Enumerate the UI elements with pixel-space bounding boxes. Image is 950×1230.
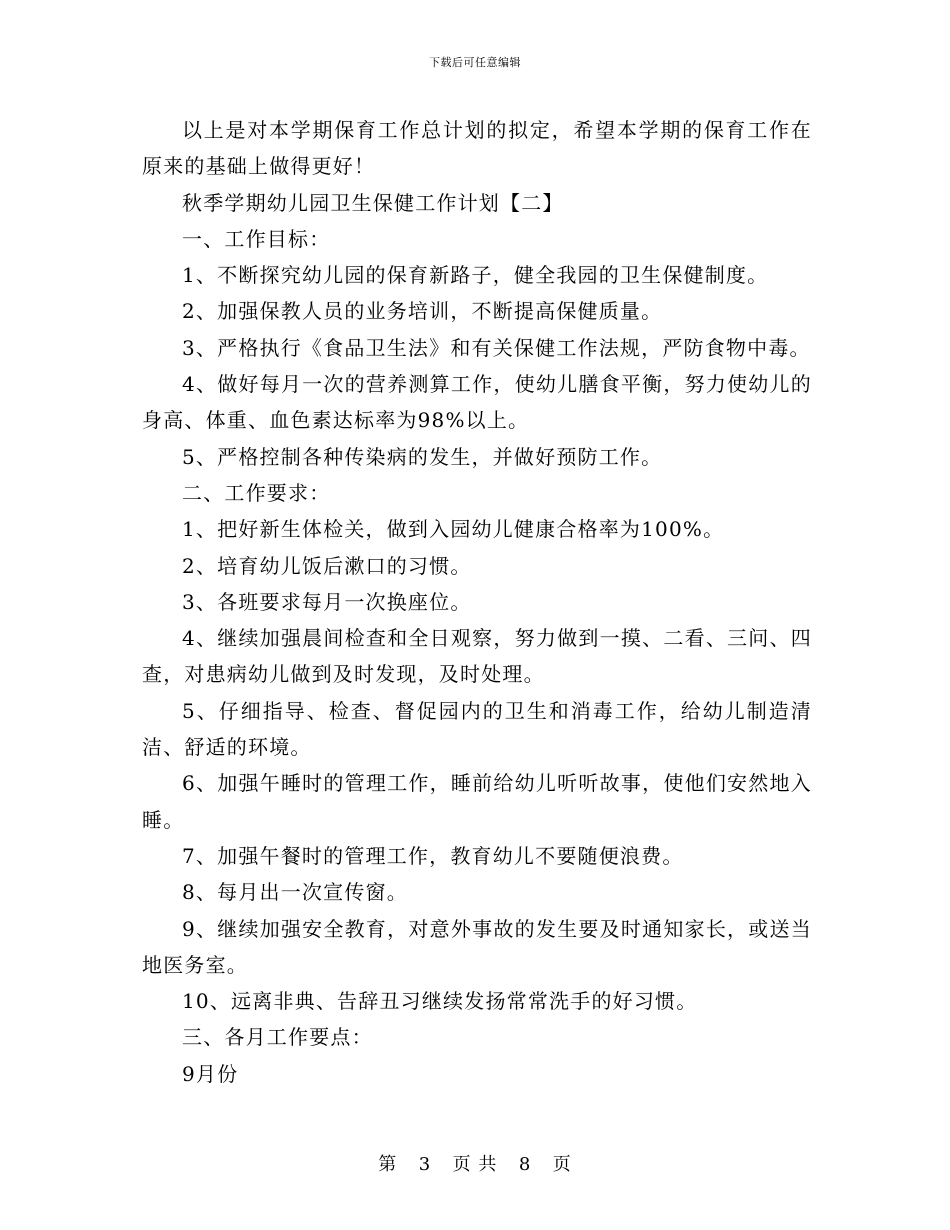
- list-item: 3、各班要求每月一次换座位。: [182, 589, 472, 614]
- list-item: 8、每月出一次宣传窗。: [182, 880, 408, 905]
- list-item: 1、把好新生体检关，做到入园幼儿健康合格率为100%。: [182, 517, 725, 542]
- document-body: [142, 112, 812, 1092]
- section-heading: 三、各月工作要点：: [182, 1025, 373, 1050]
- list-item: 7、加强午餐时的管理工作，教育幼儿不要随便浪费。: [182, 843, 684, 868]
- footer-suffix: 页: [552, 1154, 572, 1175]
- list-item: 6、加强午睡时的管理工作，睡前给幼儿听听故事，使他们安然地入睡。: [142, 771, 812, 832]
- page-header: 下载后可任意编辑: [429, 56, 521, 69]
- list-item: 1、不断探究幼儿园的保育新路子，健全我园的卫生保健制度。: [182, 263, 769, 288]
- paragraph: 以上是对本学期保育工作总计划的拟定，希望本学期的保育工作在原来的基础上做得更好！: [142, 118, 812, 179]
- list-item: 3、严格执行《食品卫生法》和有关保健工作法规，严防食物中毒。: [182, 335, 811, 360]
- list-item: 10、远离非典、告辞丑习继续发扬常常洗手的好习惯。: [182, 989, 698, 1014]
- page-footer: [0, 1150, 950, 1176]
- section-heading: 二、工作要求：: [182, 480, 331, 505]
- footer-prefix: 第: [378, 1154, 398, 1175]
- list-item: 5、仔细指导、检查、督促园内的卫生和消毒工作，给幼儿制造清洁、舒适的环境。: [142, 698, 812, 760]
- list-item: 4、做好每月一次的营养测算工作，使幼儿膳食平衡，努力使幼儿的身高、体重、血色素达标率为98%以上。: [142, 372, 812, 433]
- list-item: 4、继续加强晨间检查和全日观察，努力做到一摸、二看、三问、四查，对患病幼儿做到及时发现，及时处理。: [142, 626, 812, 687]
- section-heading: 一、工作目标：: [182, 226, 331, 251]
- list-item: 5、严格控制各种传染病的发生，并做好预防工作。: [182, 444, 663, 469]
- page-total: 8: [518, 1154, 532, 1175]
- page-number: 3: [418, 1154, 432, 1175]
- list-item: 2、培育幼儿饭后漱口的习惯。: [182, 553, 472, 578]
- sub-heading: 9月份: [182, 1061, 239, 1086]
- list-item: 2、加强保教人员的业务培训，不断提高保健质量。: [182, 299, 663, 324]
- section-title: 秋季学期幼儿园卫生保健工作计划【二】: [182, 190, 564, 215]
- footer-middle: 页 共: [452, 1154, 498, 1175]
- list-item: 9、继续加强安全教育，对意外事故的发生要及时通知家长，或送当地医务室。: [142, 916, 812, 977]
